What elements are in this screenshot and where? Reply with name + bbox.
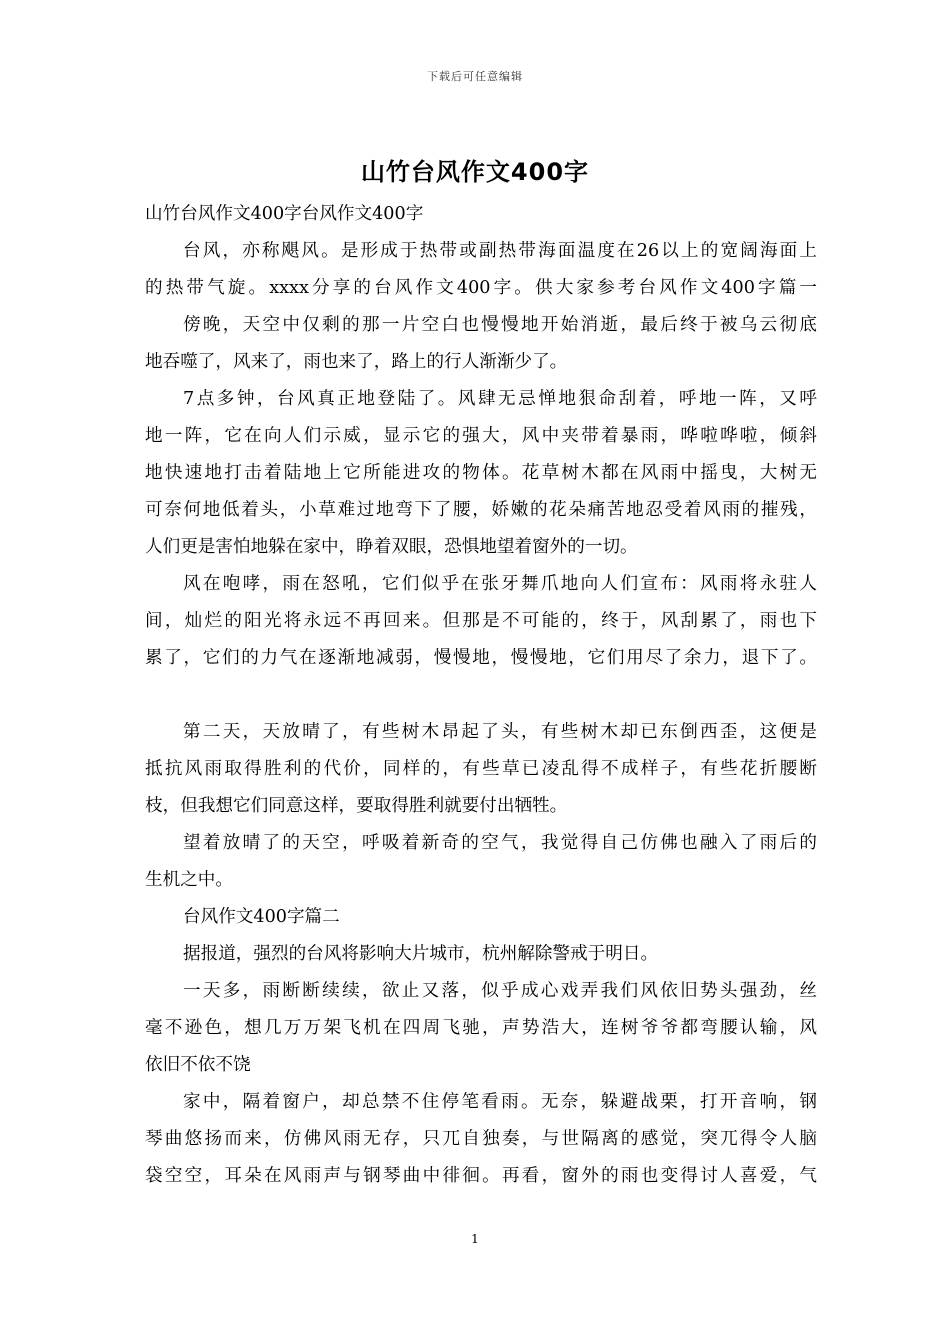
paragraph-line: 可奈何地低着头，小草难过地弯下了腰，娇嫩的花朵痛苦地忍受着风雨的摧残， bbox=[145, 500, 817, 520]
paragraph-line: 风在咆哮，雨在怒吼，它们似乎在张牙舞爪地向人们宣布：风雨将永驻人 bbox=[183, 574, 817, 594]
header-note: 下载后可任意编辑 bbox=[427, 70, 523, 83]
paragraph-line: 生机之中。 bbox=[145, 870, 233, 890]
paragraph-line: 据报道，强烈的台风将影响大片城市，杭州解除警戒于明日。 bbox=[183, 944, 659, 964]
paragraph-line: 望着放晴了的天空，呼吸着新奇的空气，我觉得自己仿佛也融入了雨后的 bbox=[183, 833, 817, 853]
paragraph-line: 7点多钟，台风真正地登陆了。风肆无忌惮地狠命刮着，呼地一阵，又呼 bbox=[183, 389, 817, 409]
blank-line bbox=[145, 680, 817, 717]
page-number: 1 bbox=[471, 1232, 479, 1246]
paragraph-line: 枝，但我想它们同意这样，要取得胜利就要付出牺牲。 bbox=[145, 796, 568, 816]
paragraph-line: 依旧不依不饶 bbox=[145, 1055, 251, 1075]
paragraph-line: 地快速地打击着陆地上它所能进攻的物体。花草树木都在风雨中摇曳，大树无 bbox=[145, 463, 817, 483]
body-text bbox=[145, 199, 817, 1198]
document-title: 山竹台风作文400字 bbox=[360, 158, 590, 186]
paragraph-line: 毫不逊色，想几万万架飞机在四周飞驰，声势浩大，连树爷爷都弯腰认输，风 bbox=[145, 1018, 817, 1038]
paragraph-line: 第二天，天放晴了，有些树木昂起了头，有些树木却已东倒西歪，这便是 bbox=[183, 722, 817, 742]
paragraph-line: 人们更是害怕地躲在家中，睁着双眼，恐惧地望着窗外的一切。 bbox=[145, 537, 638, 557]
paragraph-line: 台风，亦称飓风。是形成于热带或副热带海面温度在26以上的宽阔海面上 bbox=[183, 241, 818, 261]
paragraph-line: 袋空空，耳朵在风雨声与钢琴曲中徘徊。再看，窗外的雨也变得讨人喜爱，气 bbox=[145, 1166, 817, 1186]
paragraph-line: 琴曲悠扬而来，仿佛风雨无存，只兀自独奏，与世隔离的感觉，突兀得令人脑 bbox=[145, 1129, 817, 1149]
section-heading-line: 台风作文400字篇二 bbox=[183, 907, 340, 927]
paragraph-line: 傍晚，天空中仅剩的那一片空白也慢慢地开始消逝，最后终于被乌云彻底 bbox=[183, 315, 817, 335]
paragraph-line: 地一阵，它在向人们示威，显示它的强大，风中夹带着暴雨，哗啦哗啦，倾斜 bbox=[145, 426, 817, 446]
paragraph-line: 一天多，雨断断续续，欲止又落，似乎成心戏弄我们风依旧势头强劲，丝 bbox=[183, 981, 817, 1001]
paragraph-line: 家中，隔着窗户，却总禁不住停笔看雨。无奈，躲避战栗，打开音响，钢 bbox=[183, 1092, 817, 1112]
paragraph-line: 抵抗风雨取得胜利的代价，同样的，有些草已凌乱得不成样子，有些花折腰断 bbox=[145, 759, 817, 779]
paragraph-line: 的热带气旋。xxxx分享的台风作文400字。供大家参考台风作文400字篇一 bbox=[145, 278, 817, 298]
paragraph-line: 累了，它们的力气在逐渐地减弱，慢慢地，慢慢地，它们用尽了余力，退下了。 bbox=[145, 648, 817, 668]
subtitle-line: 山竹台风作文400字台风作文400字 bbox=[145, 204, 424, 224]
paragraph-line: 地吞噬了，风来了，雨也来了，路上的行人渐渐少了。 bbox=[145, 352, 568, 372]
paragraph-line: 间，灿烂的阳光将永远不再回来。但那是不可能的，终于，风刮累了，雨也下 bbox=[145, 611, 817, 631]
